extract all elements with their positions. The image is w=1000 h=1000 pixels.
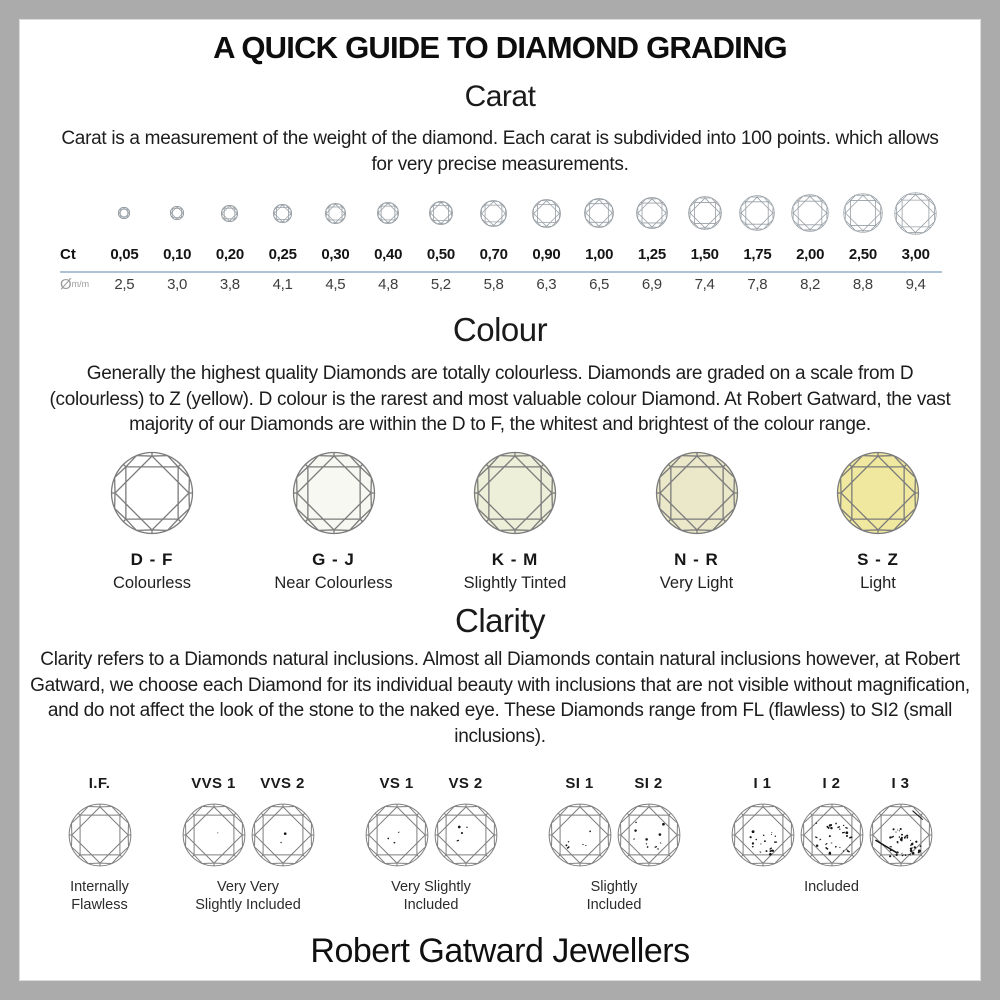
clarity-diamond-icon — [617, 803, 681, 867]
carat-diamond-icon — [636, 197, 668, 229]
carat-mm-value: 6,5 — [589, 276, 610, 293]
carat-mm-value: 3,0 — [167, 276, 188, 293]
clarity-grade-cell — [179, 775, 248, 867]
page-title: A QUICK GUIDE TO DIAMOND GRADING — [213, 30, 787, 65]
clarity-diamond-icon — [800, 803, 864, 867]
carat-mm-value: 8,8 — [852, 276, 873, 293]
carat-size-table — [60, 184, 942, 297]
clarity-grade-cell — [545, 775, 614, 867]
carat-diamond-cell — [204, 205, 257, 222]
clarity-grade-label: I.F. — [88, 775, 111, 792]
carat-ct-value: 0,30 — [321, 246, 350, 263]
infographic-panel — [20, 20, 980, 980]
diameter-unit: m/m — [71, 279, 90, 289]
carat-diamond-icon — [584, 198, 614, 228]
carat-diamond-icon — [791, 194, 829, 232]
carat-diamond-cell — [256, 204, 309, 223]
colour-grade-row — [64, 451, 966, 593]
colour-grade-range: K - M — [491, 550, 539, 569]
clarity-diamond-icon — [548, 803, 612, 867]
carat-diamond-cell — [573, 198, 626, 228]
clarity-group — [179, 775, 317, 914]
carat-ct-row — [60, 246, 942, 267]
clarity-grade-cell — [362, 775, 431, 867]
clarity-group-caption: Very Slightly Included — [391, 879, 471, 913]
carat-diamond-cell — [626, 197, 679, 229]
footer-brand: Robert Gatward Jewellers — [310, 932, 690, 970]
colour-grade-range: D - F — [130, 550, 174, 569]
carat-ct-value: 1,50 — [690, 246, 719, 263]
carat-ct-value: 1,75 — [743, 246, 772, 263]
carat-mm-row — [60, 276, 942, 297]
carat-section-heading: Carat — [464, 80, 536, 113]
carat-ct-value: 1,00 — [585, 246, 614, 263]
carat-diamond-cell — [151, 206, 204, 220]
carat-mm-value: 4,8 — [378, 276, 399, 293]
carat-ct-value: 0,20 — [215, 246, 244, 263]
carat-mm-value: 6,9 — [641, 276, 662, 293]
clarity-diamond-icon — [182, 803, 246, 867]
colour-grade-diamond-icon — [836, 451, 920, 535]
colour-grade-diamond-icon — [473, 451, 557, 535]
carat-diamond-cell — [362, 202, 415, 224]
colour-grade-column — [609, 451, 785, 593]
colour-grade-range: G - J — [312, 550, 355, 569]
carat-mm-value: 8,2 — [800, 276, 821, 293]
carat-ct-value: 1,25 — [637, 246, 666, 263]
carat-diamond-icon — [377, 202, 399, 224]
clarity-diamond-icon — [731, 803, 795, 867]
clarity-diamond-icon — [434, 803, 498, 867]
colour-section-heading: Colour — [452, 311, 548, 348]
diameter-symbol: Ø — [60, 276, 72, 293]
carat-diamond-cell — [467, 200, 520, 227]
colour-grade-column — [790, 451, 966, 593]
carat-diamond-icon — [325, 203, 346, 224]
carat-ct-value: 3,00 — [901, 246, 930, 263]
clarity-section-heading: Clarity — [454, 602, 545, 639]
colour-grade-column — [427, 451, 603, 593]
clarity-grade-label: VVS 1 — [191, 775, 236, 792]
carat-diamond-cell — [678, 196, 731, 230]
carat-diamond-icon — [532, 199, 561, 228]
clarity-grade-label: I 3 — [891, 775, 910, 792]
clarity-group — [545, 775, 683, 914]
carat-diamond-icon — [480, 200, 507, 227]
carat-diamond-icon — [894, 192, 937, 235]
clarity-group — [65, 775, 134, 914]
clarity-diamond-icon — [869, 803, 933, 867]
carat-diamond-cell — [415, 201, 468, 225]
clarity-grade-label: I 1 — [753, 775, 772, 792]
clarity-grade-label: VVS 2 — [260, 775, 305, 792]
clarity-group — [728, 775, 935, 896]
carat-table-divider — [60, 271, 942, 273]
clarity-diamond-icon — [251, 803, 315, 867]
carat-ct-value: 0,70 — [479, 246, 508, 263]
carat-ct-value: 0,90 — [532, 246, 561, 263]
carat-ct-row-label: Ct — [60, 246, 76, 263]
carat-diamond-cell — [731, 195, 784, 231]
colour-grade-label: Colourless — [113, 574, 191, 592]
carat-diamond-icon — [221, 205, 238, 222]
carat-diamond-cell — [520, 199, 573, 228]
carat-diamond-icon — [688, 196, 722, 230]
carat-diamond-row — [98, 184, 942, 242]
carat-mm-value: 6,3 — [536, 276, 557, 293]
clarity-grade-cell — [614, 775, 683, 867]
carat-diamond-cell — [837, 193, 890, 233]
clarity-description: Clarity refers to a Diamonds natural inclusions. Almost all Diamonds contain natural inclusions however, at Robert Gatward, we choose each Diamond for its individual beauty with inclusions that are not visible without magnification, and do not affect the look of the stone to the naked eye. These Diamonds range from FL (flawless) to SI2 (small inclusions). — [30, 649, 970, 747]
carat-diamond-cell — [309, 203, 362, 224]
carat-mm-value: 5,8 — [483, 276, 504, 293]
colour-description: Generally the highest quality Diamonds are totally colourless. Diamonds are graded on a scale from D (colourless) to Z (yellow). D colour is the rarest and most valuable colour Diamond. At Robert Gatward, the vast majority of our Diamonds are within the D to F, the whitest and brightest of the colour range. — [49, 363, 951, 435]
clarity-group-caption: Very Very Slightly Included — [195, 879, 301, 913]
colour-grade-label: Very Light — [659, 574, 734, 592]
colour-grade-label: Light — [860, 574, 896, 592]
colour-grade-range: N - R — [674, 550, 719, 569]
carat-diamond-icon — [170, 206, 184, 220]
carat-diamond-cell — [784, 194, 837, 232]
carat-ct-value: 0,10 — [163, 246, 192, 263]
carat-ct-value: 0,50 — [426, 246, 455, 263]
clarity-group-caption: Slightly Included — [586, 879, 642, 913]
carat-mm-value: 9,4 — [905, 276, 926, 293]
carat-mm-value: 5,2 — [430, 276, 451, 293]
carat-ct-value: 2,50 — [848, 246, 877, 263]
carat-diamond-icon — [429, 201, 453, 225]
carat-diamond-cell — [889, 192, 942, 235]
clarity-grade-cell — [728, 775, 797, 867]
clarity-diamond-icon — [365, 803, 429, 867]
clarity-grade-cell — [248, 775, 317, 867]
clarity-grade-cell — [797, 775, 866, 867]
clarity-grade-row — [20, 775, 980, 914]
clarity-grade-label: SI 1 — [565, 775, 594, 792]
carat-mm-row-label — [60, 276, 98, 293]
carat-description: Carat is a measurement of the weight of the diamond. Each carat is subdivided into 100 points. which allows for very precise measurements. — [61, 128, 939, 175]
carat-mm-value: 3,8 — [219, 276, 240, 293]
carat-ct-value: 0,40 — [374, 246, 403, 263]
clarity-grade-label: I 2 — [822, 775, 841, 792]
clarity-group — [362, 775, 500, 914]
clarity-grade-label: VS 1 — [379, 775, 414, 792]
clarity-grade-label: SI 2 — [634, 775, 663, 792]
colour-grade-label: Near Colourless — [274, 574, 393, 592]
carat-ct-value: 2,00 — [796, 246, 825, 263]
clarity-group-caption: Included — [804, 879, 859, 895]
colour-grade-label: Slightly Tinted — [463, 574, 567, 592]
colour-grade-diamond-icon — [110, 451, 194, 535]
carat-mm-value: 2,5 — [114, 276, 135, 293]
carat-ct-value: 0,25 — [268, 246, 297, 263]
carat-diamond-icon — [739, 195, 775, 231]
carat-diamond-icon — [843, 193, 883, 233]
clarity-grade-cell — [866, 775, 935, 867]
carat-diamond-cell — [98, 207, 151, 219]
carat-diamond-icon — [273, 204, 292, 223]
clarity-group-caption: Internally Flawless — [70, 879, 129, 913]
clarity-grade-cell — [431, 775, 500, 867]
colour-grade-column — [246, 451, 422, 593]
colour-grade-diamond-icon — [292, 451, 376, 535]
carat-mm-value: 7,4 — [694, 276, 715, 293]
colour-grade-diamond-icon — [655, 451, 739, 535]
clarity-grade-label: VS 2 — [448, 775, 483, 792]
carat-mm-value: 7,8 — [747, 276, 768, 293]
carat-mm-value: 4,1 — [272, 276, 293, 293]
clarity-diamond-icon — [68, 803, 132, 867]
carat-mm-value: 4,5 — [325, 276, 346, 293]
carat-diamond-icon — [118, 207, 130, 219]
colour-grade-range: S - Z — [857, 550, 899, 569]
carat-ct-value: 0,05 — [110, 246, 139, 263]
clarity-grade-cell — [65, 775, 134, 867]
colour-grade-column — [64, 451, 240, 593]
